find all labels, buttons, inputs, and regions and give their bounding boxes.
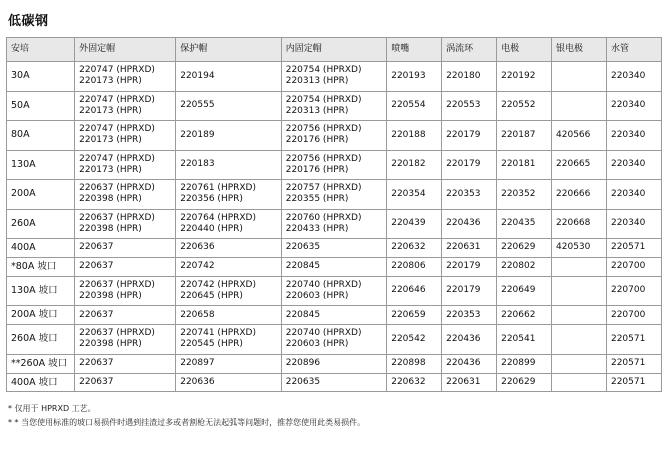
part-number-cell [552, 325, 607, 355]
part-number: 220313 (HPR) [285, 76, 349, 87]
part-number-cell [387, 306, 442, 325]
amperage-cell: 400A [7, 239, 75, 258]
part-number-cell [497, 306, 552, 325]
table-row [7, 354, 662, 373]
part-number: 220188 [391, 129, 426, 140]
part-number: 220756 (HPRXD) [285, 153, 362, 164]
part-number-cell [75, 209, 176, 239]
part-number-cell [387, 62, 442, 92]
part-number-cell [75, 62, 176, 92]
footnote-2: * * 当您使用标准的坡口易损件时遇到挂渣过多或者割枪无法起弧等问题时，推荐您使用此类易损件。 [8, 417, 366, 427]
part-number-cell [176, 239, 282, 258]
part-number-cell [606, 354, 661, 373]
part-number-cell [497, 180, 552, 210]
part-number-cell [281, 150, 387, 180]
part-number: 220571 [610, 333, 646, 344]
part-number: 220760 (HPRXD) [285, 212, 362, 223]
part-number: 220645 (HPR) [180, 291, 243, 301]
amperage-cell: 30A [7, 62, 75, 92]
table-row [7, 306, 662, 325]
part-number-cell [442, 354, 497, 373]
part-number-cell [281, 257, 387, 276]
part-number-cell [176, 306, 282, 325]
part-number-cell [552, 209, 607, 239]
part-number-cell [606, 239, 661, 258]
footnotes [8, 402, 663, 429]
part-number-cell [387, 239, 442, 258]
part-number: 220603 (HPR) [285, 339, 349, 350]
part-number: 220179 [446, 129, 481, 140]
part-number-cell [75, 150, 176, 180]
part-number-cell [387, 121, 442, 151]
part-number-cell [442, 180, 497, 210]
table-row [7, 209, 662, 239]
consumables-table [6, 37, 662, 392]
part-number: 220545 (HPR) [180, 339, 243, 350]
part-number-cell [442, 276, 497, 306]
part-number: 220398 (HPR) [79, 339, 142, 350]
part-number-cell [281, 354, 387, 373]
part-number: 220637 (HPRXD) [79, 328, 155, 339]
part-number: 220637 [79, 242, 114, 253]
part-number-cell [606, 62, 661, 92]
part-number: 220189 [180, 129, 215, 140]
part-number: 220179 [446, 285, 481, 296]
part-number-cell [606, 91, 661, 121]
part-number-cell [442, 306, 497, 325]
part-number-cell [281, 306, 387, 325]
part-number-cell [606, 325, 661, 355]
part-number: 220603 (HPR) [285, 291, 349, 301]
part-number: 420566 [556, 129, 591, 140]
part-number: 220637 [79, 376, 114, 387]
part-number: 220658 [180, 309, 215, 320]
part-number: 220542 [391, 333, 426, 344]
table-header-row [7, 38, 662, 62]
part-number: 220354 [391, 188, 426, 199]
part-number: 220340 [610, 100, 646, 111]
part-number: 220845 [285, 309, 321, 320]
part-number: 220353 [446, 309, 481, 320]
part-number: 220662 [501, 309, 536, 320]
part-number: 220187 [501, 129, 536, 140]
part-number-cell [606, 257, 661, 276]
part-number-cell [387, 209, 442, 239]
part-number: 220313 (HPR) [285, 105, 349, 116]
part-number: 220761 (HPRXD) [180, 183, 257, 193]
column-header-0: 安培 [7, 38, 75, 62]
part-number: 220435 [501, 218, 536, 229]
column-header-3: 内固定帽 [281, 38, 387, 62]
part-number-cell [442, 150, 497, 180]
part-number: 220747 (HPRXD) [79, 124, 155, 134]
part-number: 220553 [446, 100, 481, 111]
part-number-cell [387, 354, 442, 373]
part-number-cell [606, 209, 661, 239]
part-number: 220757 (HPRXD) [285, 183, 362, 193]
amperage-cell: 130A 坡口 [7, 276, 75, 306]
part-number-cell [606, 306, 661, 325]
footnote-1: * 仅用于 HPRXD 工艺。 [8, 404, 96, 414]
part-number-cell [442, 257, 497, 276]
part-number: 420530 [556, 242, 591, 253]
part-number: 220806 [391, 261, 426, 272]
amperage-cell: 260A [7, 209, 75, 239]
part-number-cell [176, 373, 282, 392]
amperage-cell: *80A 坡口 [7, 257, 75, 276]
part-number: 220355 (HPR) [285, 194, 349, 205]
part-number-cell [497, 121, 552, 151]
part-number: 220340 [610, 188, 646, 199]
part-number-cell [497, 150, 552, 180]
part-number: 220554 [391, 100, 426, 111]
part-number: 220896 [285, 357, 321, 368]
part-number-cell [497, 354, 552, 373]
part-number: 220552 [501, 100, 536, 111]
part-number: 220180 [446, 70, 481, 81]
part-number: 220183 [180, 159, 215, 170]
part-number-cell [387, 373, 442, 392]
part-number-cell [281, 209, 387, 239]
part-number: 220754 (HPRXD) [285, 94, 362, 105]
part-number: 220637 [79, 357, 114, 368]
part-number-cell [552, 91, 607, 121]
part-number: 220665 [556, 159, 591, 170]
part-number: 220353 [446, 188, 481, 199]
part-number-cell [281, 276, 387, 306]
part-number: 220631 [446, 242, 481, 253]
part-number: 220182 [391, 159, 426, 170]
part-number: 220740 (HPRXD) [285, 328, 362, 339]
part-number: 220179 [446, 261, 481, 272]
part-number: 220636 [180, 376, 215, 387]
part-number: 220700 [610, 261, 646, 272]
table-row [7, 276, 662, 306]
column-header-2: 保护帽 [176, 38, 282, 62]
table-row [7, 62, 662, 92]
part-number: 220700 [610, 309, 646, 320]
part-number-cell [442, 91, 497, 121]
part-number-cell [176, 325, 282, 355]
part-number-cell [552, 373, 607, 392]
part-number-cell [75, 325, 176, 355]
part-number: 220439 [391, 218, 426, 229]
part-number: 220398 (HPR) [79, 194, 142, 205]
part-number: 220356 (HPR) [180, 194, 243, 205]
part-number: 220845 [285, 261, 321, 272]
part-number-cell [497, 373, 552, 392]
part-number: 220637 (HPRXD) [79, 212, 155, 223]
part-number: 220433 (HPR) [285, 223, 349, 234]
part-number-cell [387, 180, 442, 210]
part-number-cell [606, 121, 661, 151]
part-number: 220637 (HPRXD) [79, 279, 155, 290]
part-number: 220740 (HPRXD) [285, 279, 362, 290]
part-number-cell [442, 121, 497, 151]
part-number-cell [552, 276, 607, 306]
part-number: 220541 [501, 333, 536, 344]
part-number-cell [75, 180, 176, 210]
part-number: 220802 [501, 261, 536, 272]
part-number: 220176 (HPR) [285, 164, 349, 175]
table-row [7, 91, 662, 121]
part-number-cell [176, 257, 282, 276]
table-row [7, 180, 662, 210]
part-number-cell [176, 276, 282, 306]
part-number: 220637 [79, 309, 114, 320]
part-number-cell [442, 239, 497, 258]
column-header-1: 外固定帽 [75, 38, 176, 62]
column-header-7: 银电极 [552, 38, 607, 62]
part-number: 220631 [446, 376, 481, 387]
part-number-cell [497, 91, 552, 121]
part-number: 220747 (HPRXD) [79, 94, 155, 105]
amperage-cell: 50A [7, 91, 75, 121]
part-number: 220340 [610, 159, 646, 170]
part-number-cell [176, 354, 282, 373]
part-number-cell [75, 121, 176, 151]
part-number: 220436 [446, 357, 481, 368]
amperage-cell: 80A [7, 121, 75, 151]
column-header-6: 电极 [497, 38, 552, 62]
part-number-cell [442, 62, 497, 92]
part-number: 220352 [501, 188, 536, 199]
part-number: 220756 (HPRXD) [285, 124, 362, 134]
part-number: 220629 [501, 376, 536, 387]
part-number-cell [176, 91, 282, 121]
part-number-cell [281, 239, 387, 258]
part-number: 220637 (HPRXD) [79, 183, 155, 193]
part-number-cell [176, 150, 282, 180]
table-header [7, 38, 662, 62]
table-row [7, 150, 662, 180]
column-header-5: 涡流环 [442, 38, 497, 62]
part-number: 220637 [79, 261, 114, 272]
part-number-cell [75, 239, 176, 258]
part-number-cell [497, 62, 552, 92]
part-number: 220571 [610, 357, 646, 368]
part-number-cell [387, 150, 442, 180]
part-number-cell [552, 306, 607, 325]
table-body [7, 62, 662, 392]
part-number-cell [75, 306, 176, 325]
amperage-cell: 260A 坡口 [7, 325, 75, 355]
part-number: 220742 (HPRXD) [180, 279, 257, 290]
amperage-cell: **260A 坡口 [7, 354, 75, 373]
part-number-cell [387, 276, 442, 306]
part-number-cell [497, 239, 552, 258]
part-number-cell [176, 209, 282, 239]
page-title: 低碳钢 [8, 14, 49, 29]
amperage-cell: 200A [7, 180, 75, 210]
part-number-cell [497, 276, 552, 306]
part-number: 220555 [180, 100, 215, 111]
part-number: 220340 [610, 129, 646, 140]
part-number-cell [281, 121, 387, 151]
part-number: 220632 [391, 242, 426, 253]
part-number-cell [497, 325, 552, 355]
part-number: 220173 (HPR) [79, 135, 142, 146]
part-number-cell [606, 180, 661, 210]
part-number-cell [75, 257, 176, 276]
part-number-cell [497, 257, 552, 276]
part-number-cell [606, 373, 661, 392]
part-number: 220646 [391, 285, 426, 296]
table-row [7, 121, 662, 151]
part-number-cell [75, 354, 176, 373]
part-number-cell [497, 209, 552, 239]
part-number-cell [552, 239, 607, 258]
part-number: 220440 (HPR) [180, 223, 243, 234]
part-number: 220898 [391, 357, 426, 368]
part-number-cell [387, 91, 442, 121]
part-number-cell [176, 121, 282, 151]
part-number: 220571 [610, 376, 646, 387]
part-number-cell [75, 373, 176, 392]
part-number: 220659 [391, 309, 426, 320]
part-number: 220181 [501, 159, 536, 170]
table-row [7, 257, 662, 276]
part-number: 220340 [610, 218, 646, 229]
part-number: 220179 [446, 159, 481, 170]
part-number-cell [606, 150, 661, 180]
part-number: 220436 [446, 218, 481, 229]
part-number: 220173 (HPR) [79, 76, 142, 87]
column-header-4: 喷嘴 [387, 38, 442, 62]
part-number-cell [75, 276, 176, 306]
table-row [7, 239, 662, 258]
part-number-cell [387, 325, 442, 355]
part-number: 220398 (HPR) [79, 223, 142, 234]
part-number-cell [606, 276, 661, 306]
part-number: 220193 [391, 70, 426, 81]
part-number-cell [552, 150, 607, 180]
part-number-cell [176, 62, 282, 92]
amperage-cell: 130A [7, 150, 75, 180]
part-number: 220571 [610, 242, 646, 253]
part-number-cell [442, 209, 497, 239]
part-number: 220632 [391, 376, 426, 387]
part-number: 220176 (HPR) [285, 135, 349, 146]
part-number: 220668 [556, 218, 591, 229]
part-number-cell [442, 325, 497, 355]
table-row [7, 325, 662, 355]
part-number: 220742 [180, 261, 215, 272]
part-number: 220173 (HPR) [79, 105, 142, 116]
part-number: 220764 (HPRXD) [180, 212, 257, 223]
part-number-cell [552, 257, 607, 276]
part-number: 220747 (HPRXD) [79, 153, 155, 164]
part-number: 220398 (HPR) [79, 291, 142, 301]
part-number-cell [281, 62, 387, 92]
part-number: 220194 [180, 70, 215, 81]
column-header-8: 水管 [606, 38, 661, 62]
part-number-cell [387, 257, 442, 276]
part-number: 220747 (HPRXD) [79, 65, 155, 75]
part-number: 220741 (HPRXD) [180, 328, 257, 339]
part-number-cell [552, 354, 607, 373]
part-number-cell [281, 325, 387, 355]
part-number: 220754 (HPRXD) [285, 65, 362, 75]
part-number: 220700 [610, 285, 646, 296]
part-number-cell [281, 180, 387, 210]
amperage-cell: 200A 坡口 [7, 306, 75, 325]
part-number: 220192 [501, 70, 536, 81]
part-number: 220897 [180, 357, 215, 368]
part-number: 220899 [501, 357, 536, 368]
amperage-cell: 400A 坡口 [7, 373, 75, 392]
part-number-cell [552, 62, 607, 92]
part-number: 220635 [285, 242, 321, 253]
part-number-cell [281, 91, 387, 121]
part-number: 220635 [285, 376, 321, 387]
part-number: 220636 [180, 242, 215, 253]
part-number-cell [552, 121, 607, 151]
part-number: 220666 [556, 188, 591, 199]
part-number: 220649 [501, 285, 536, 296]
part-number: 220173 (HPR) [79, 164, 142, 175]
part-number-cell [552, 180, 607, 210]
part-number-cell [75, 91, 176, 121]
part-number: 220629 [501, 242, 536, 253]
part-number-cell [442, 373, 497, 392]
part-number-cell [281, 373, 387, 392]
table-row [7, 373, 662, 392]
part-number-cell [176, 180, 282, 210]
part-number: 220340 [610, 70, 646, 81]
part-number: 220436 [446, 333, 481, 344]
